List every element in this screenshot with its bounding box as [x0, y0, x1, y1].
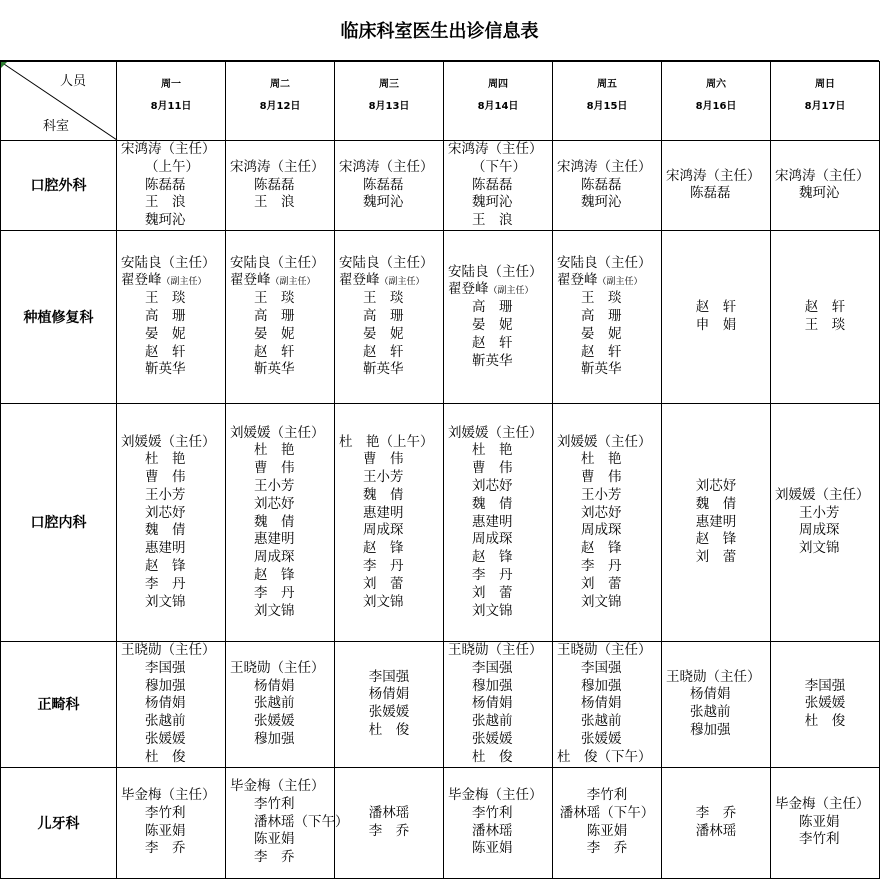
doctor-entry: 安陆良（主任） [339, 254, 434, 271]
doctor-entry: 魏珂沁 [581, 194, 622, 211]
doctor-entry: 王 浪 [254, 194, 295, 211]
doctor-entry: 宋鸿涛（主任） [230, 158, 325, 175]
doctor-entry: 张媛媛 [254, 713, 295, 730]
doctor-entry: 赵 轩 [254, 343, 295, 360]
schedule-table [0, 61, 880, 879]
doctor-entry: 靳英华 [472, 352, 513, 369]
doctor-entry: 刘文锦 [254, 602, 295, 619]
doctor-role: （副主任） [597, 277, 643, 288]
doctor-entry: 陈亚娟 [145, 822, 186, 839]
schedule-cell [335, 141, 444, 231]
doctor-entry: 李国强 [581, 659, 622, 676]
doctor-entry: 李 乔 [695, 804, 737, 821]
doctor-entry: 高 珊 [472, 299, 513, 316]
doctor-entry: 安陆良（主任） [448, 263, 543, 280]
doctor-entry: 惠建明 [363, 504, 404, 521]
doctor-entry: 张越前 [690, 704, 731, 721]
doctor-entry: 王晓勋（主任） [230, 659, 325, 676]
doctor-entry: 刘芯妤 [695, 477, 737, 494]
doctor-entry: 赵 轩 [472, 334, 513, 351]
doctor-entry: 赵 轩 [363, 343, 404, 360]
doctor-entry: 陈亚娟 [472, 840, 513, 857]
doctor-entry: 王 琰 [804, 316, 846, 333]
doctor-entry: （上午） [145, 158, 199, 175]
doctor-entry: 陈磊磊 [690, 185, 731, 202]
schedule-cell [662, 641, 771, 767]
doctor-entry: 刘芯妤 [145, 504, 186, 521]
doctor-entry: 刘文锦 [145, 593, 186, 610]
schedule-cell [553, 767, 662, 878]
doctor-entry: 魏珂沁 [145, 212, 186, 229]
doctor-entry: （下午） [472, 158, 526, 175]
doctor-name: 翟登峰 [230, 272, 271, 289]
doctor-name: 翟登峰 [121, 272, 162, 289]
corner-cell [1, 62, 117, 141]
doctor-entry: 杜 艳 [254, 442, 295, 459]
doctor-entry: 周成琛 [254, 549, 295, 566]
schedule-cell [444, 403, 553, 641]
day-name: 周日 [815, 79, 835, 90]
doctor-entry: 刘 蕾 [581, 575, 622, 592]
doctor-entry: 李 丹 [145, 575, 186, 592]
doctor-name: 翟登峰 [339, 272, 380, 289]
schedule-cell [444, 767, 553, 878]
doctor-entry: 赵 锋 [145, 558, 186, 575]
doctor-entry: 毕金梅（主任） [121, 786, 216, 803]
schedule-cell [117, 641, 226, 767]
doctor-entry: 王 琰 [363, 290, 404, 307]
doctor-entry: 魏珂沁 [799, 185, 840, 202]
doctor-entry: 张媛媛 [145, 730, 186, 747]
doctor-entry: 陈亚娟 [254, 831, 295, 848]
doctor-entry: 潘林瑶 [472, 822, 513, 839]
doctor-entry: 高 珊 [363, 308, 404, 325]
doctor-entry: 张媛媛 [581, 730, 622, 747]
doctor-entry: 张媛媛 [368, 704, 410, 721]
day-name: 周一 [161, 79, 181, 90]
doctor-entry: 周成琛 [581, 522, 622, 539]
doctor-entry: 刘芯妤 [581, 504, 622, 521]
doctor-entry: 周成琛 [363, 522, 404, 539]
schedule-cell [771, 641, 880, 767]
doctor-entry: 刘媛媛（主任） [230, 424, 325, 441]
doctor-entry: 王晓勋（主任） [557, 641, 652, 658]
doctor-entry: 李 丹 [363, 558, 404, 575]
doctor-entry: 曹 伟 [363, 451, 404, 468]
doctor-entry: 李竹利 [254, 795, 295, 812]
doctor-entry: 张越前 [581, 713, 622, 730]
doctor-entry: 靳英华 [581, 361, 622, 378]
doctor-entry: 王 琰 [254, 290, 295, 307]
doctor-entry: 王小芳 [363, 469, 404, 486]
department-row [1, 767, 880, 878]
doctor-entry: 杜 艳 [145, 451, 186, 468]
doctor-entry: 毕金梅（主任） [448, 786, 543, 803]
doctor-entry: 陈亚娟 [799, 813, 840, 830]
doctor-entry: 宋鸿涛（主任） [448, 141, 543, 157]
doctor-entry: 靳英华 [145, 361, 186, 378]
schedule-cell [226, 141, 335, 231]
doctor-entry: 周成琛 [472, 531, 513, 548]
doctor-entry: 安陆良（主任） [230, 254, 325, 271]
doctor-entry: 毕金梅（主任） [230, 778, 325, 795]
doctor-entry: 曹 伟 [472, 460, 513, 477]
doctor-entry: 魏 倩 [695, 495, 737, 512]
doctor-entry: 晏 妮 [145, 325, 186, 342]
doctor-entry: 杨倩娟 [145, 695, 186, 712]
doctor-entry: 宋鸿涛（主任） [775, 167, 870, 184]
doctor-entry: 李竹利 [586, 786, 628, 803]
doctor-entry: 赵 锋 [254, 566, 295, 583]
doctor-entry: 杨倩娟 [254, 677, 295, 694]
doctor-entry: 杜 艳 [472, 442, 513, 459]
doctor-entry: 李 丹 [472, 566, 513, 583]
doctor-entry: 陈磊磊 [363, 176, 404, 193]
day-name: 周五 [597, 79, 617, 90]
doctor-entry: 李 丹 [581, 558, 622, 575]
day-date: 8月13日 [368, 101, 410, 112]
doctor-entry: 李 乔 [145, 840, 186, 857]
day-name: 周六 [706, 79, 726, 90]
doctor-entry: 刘媛媛（主任） [121, 433, 216, 450]
doctor-entry: 王小芳 [254, 477, 295, 494]
schedule-cell [335, 230, 444, 403]
day-name: 周三 [379, 79, 399, 90]
doctor-role: （副主任） [379, 277, 425, 288]
doctor-entry: 魏 倩 [363, 486, 404, 503]
doctor-entry: 高 珊 [581, 308, 622, 325]
doctor-entry: 李竹利 [145, 804, 186, 821]
doctor-entry: 李国强 [472, 659, 513, 676]
doctor-entry: 刘芯妤 [254, 495, 295, 512]
doctor-entry: 张媛媛 [472, 730, 513, 747]
doctor-entry: 潘林瑶 [368, 804, 410, 821]
doctor-entry: 杜 俊 [145, 748, 186, 765]
schedule-cell [226, 230, 335, 403]
schedule-cell [662, 141, 771, 231]
schedule-cell [771, 403, 880, 641]
day-header [117, 62, 226, 141]
doctor-entry: 赵 轩 [145, 343, 186, 360]
doctor-entry: 周成琛 [799, 522, 840, 539]
schedule-cell [662, 767, 771, 878]
department-name: 正畸科 [1, 641, 117, 767]
department-name: 儿牙科 [1, 767, 117, 878]
doctor-entry: 魏珂沁 [363, 194, 404, 211]
schedule-cell [444, 641, 553, 767]
department-row [1, 403, 880, 641]
doctor-entry: 高 珊 [254, 308, 295, 325]
doctor-entry: 李 乔 [368, 822, 410, 839]
day-date: 8月16日 [695, 101, 737, 112]
doctor-entry: 赵 轩 [581, 343, 622, 360]
doctor-entry: 晏 妮 [254, 325, 295, 342]
doctor-entry: 安陆良（主任） [557, 254, 652, 271]
doctor-entry: 张越前 [472, 713, 513, 730]
doctor-role: （副主任） [161, 277, 207, 288]
doctor-entry: 王小芳 [799, 504, 840, 521]
doctor-name: 翟登峰 [448, 281, 489, 298]
doctor-entry: 陈磊磊 [472, 176, 513, 193]
schedule-cell [226, 641, 335, 767]
doctor-entry: 李 乔 [586, 840, 628, 857]
doctor-entry: 李竹利 [799, 831, 840, 848]
doctor-entry: 刘媛媛（主任） [557, 433, 652, 450]
doctor-role: （副主任） [270, 277, 316, 288]
schedule-cell [771, 230, 880, 403]
doctor-entry: 穆加强 [690, 722, 731, 739]
doctor-entry: 穆加强 [254, 730, 295, 747]
day-date: 8月15日 [586, 101, 628, 112]
doctor-entry: 刘 蕾 [472, 584, 513, 601]
doctor-entry [444, 281, 552, 299]
schedule-cell [553, 641, 662, 767]
doctor-entry: 刘 蕾 [695, 549, 737, 566]
doctor-entry: 张媛媛 [804, 695, 846, 712]
doctor-entry: 张越前 [145, 713, 186, 730]
doctor-entry: 赵 锋 [695, 531, 737, 548]
doctor-entry: 穆加强 [472, 677, 513, 694]
doctor-entry: 魏 倩 [145, 522, 186, 539]
doctor-entry: 宋鸿涛（主任） [339, 158, 434, 175]
doctor-entry: 宋鸿涛（主任） [557, 158, 652, 175]
page-title: 临床科室医生出诊信息表 [0, 0, 879, 61]
doctor-entry [335, 272, 443, 290]
doctor-entry: 王 琰 [145, 290, 186, 307]
doctor-entry: 安陆良（主任） [121, 254, 216, 271]
doctor-entry: 杨倩娟 [368, 686, 410, 703]
schedule-cell [771, 767, 880, 878]
doctor-entry: 宋鸿涛（主任） [666, 167, 761, 184]
doctor-entry: 毕金梅（主任） [775, 795, 870, 812]
schedule-cell [117, 230, 226, 403]
schedule-cell [226, 767, 349, 878]
schedule-cell [335, 767, 444, 878]
doctor-entry: 惠建明 [145, 540, 186, 557]
doctor-entry: 王晓勋（主任） [666, 668, 761, 685]
schedule-cell [553, 141, 662, 231]
doctor-entry: 王晓勋（主任） [448, 641, 543, 658]
doctor-entry: 穆加强 [145, 677, 186, 694]
department-name: 种植修复科 [1, 230, 117, 403]
schedule-cell [662, 230, 771, 403]
doctor-entry: 赵 锋 [472, 549, 513, 566]
doctor-entry: 刘媛媛（主任） [775, 486, 870, 503]
doctor-entry: 李 丹 [254, 584, 295, 601]
schedule-cell [553, 403, 662, 641]
doctor-entry [117, 272, 225, 290]
doctor-entry: 杜 俊 [804, 713, 846, 730]
doctor-entry: 赵 轩 [804, 299, 846, 316]
schedule-cell [226, 403, 335, 641]
schedule-cell [444, 230, 553, 403]
day-name: 周四 [488, 79, 508, 90]
header-row [1, 62, 880, 141]
doctor-entry: 靳英华 [363, 361, 404, 378]
doctor-entry: 杜 俊（下午） [557, 748, 652, 765]
day-header [662, 62, 771, 141]
doctor-entry: 陈亚娟 [586, 822, 628, 839]
doctor-entry: 刘文锦 [472, 602, 513, 619]
doctor-entry: 潘林瑶（下午） [254, 813, 349, 830]
department-name: 口腔外科 [1, 141, 117, 231]
doctor-entry: 李 乔 [254, 849, 295, 866]
day-date: 8月12日 [259, 101, 301, 112]
doctor-entry: 赵 轩 [695, 299, 737, 316]
doctor-entry: 张越前 [254, 695, 295, 712]
schedule-cell [117, 141, 226, 231]
doctor-entry: 曹 伟 [145, 469, 186, 486]
day-header [335, 62, 444, 141]
doctor-entry: 高 珊 [145, 308, 186, 325]
doctor-entry: 晏 妮 [363, 325, 404, 342]
doctor-entry: 杨倩娟 [472, 695, 513, 712]
doctor-entry: 魏 倩 [472, 495, 513, 512]
doctor-entry: 穆加强 [581, 677, 622, 694]
department-row [1, 141, 880, 231]
schedule-cell [335, 641, 444, 767]
doctor-entry: 王晓勋（主任） [121, 641, 216, 658]
doctor-entry: 曹 伟 [254, 460, 295, 477]
doctor-entry: 宋鸿涛（主任） [121, 141, 216, 157]
department-row [1, 641, 880, 767]
day-date: 8月14日 [477, 101, 519, 112]
doctor-entry: 赵 锋 [363, 540, 404, 557]
corner-department-label: 科室 [43, 119, 70, 134]
department-name: 口腔内科 [1, 403, 117, 641]
day-header [553, 62, 662, 141]
day-header [771, 62, 880, 141]
doctor-entry: 曹 伟 [581, 469, 622, 486]
doctor-entry: 陈磊磊 [254, 176, 295, 193]
doctor-entry: 陈磊磊 [145, 176, 186, 193]
doctor-entry: 刘媛媛（主任） [448, 424, 543, 441]
doctor-entry: 刘文锦 [363, 593, 404, 610]
doctor-entry: 李竹利 [472, 804, 513, 821]
schedule-cell [444, 141, 553, 231]
doctor-entry: 王 浪 [145, 194, 186, 211]
day-header [226, 62, 335, 141]
day-date: 8月17日 [804, 101, 846, 112]
doctor-name: 翟登峰 [557, 272, 598, 289]
doctor-entry: 刘 蕾 [363, 575, 404, 592]
doctor-entry: 杨倩娟 [690, 686, 731, 703]
doctor-entry: 晏 妮 [472, 316, 513, 333]
doctor-entry: 李国强 [368, 668, 410, 685]
doctor-entry: 李国强 [804, 677, 846, 694]
doctor-entry: 王 浪 [472, 212, 513, 229]
day-date: 8月11日 [150, 101, 192, 112]
doctor-entry: 晏 妮 [581, 325, 622, 342]
doctor-entry: 杜 艳（上午） [339, 433, 434, 450]
schedule-cell [662, 403, 771, 641]
schedule-cell [117, 403, 226, 641]
doctor-entry: 潘林瑶 [695, 822, 737, 839]
doctor-entry [226, 272, 334, 290]
department-row [1, 230, 880, 403]
doctor-entry: 靳英华 [254, 361, 295, 378]
doctor-entry: 王小芳 [145, 486, 186, 503]
schedule-cell [771, 141, 880, 231]
day-header [444, 62, 553, 141]
doctor-entry: 申 娟 [695, 316, 737, 333]
doctor-entry: 杜 俊 [368, 722, 410, 739]
doctor-entry: 杜 俊 [472, 748, 513, 765]
doctor-entry: 王小芳 [581, 486, 622, 503]
schedule-cell [117, 767, 226, 878]
doctor-entry: 杜 艳 [581, 451, 622, 468]
doctor-role: （副主任） [488, 286, 534, 297]
doctor-entry: 赵 锋 [581, 540, 622, 557]
doctor-entry: 刘文锦 [581, 593, 622, 610]
doctor-entry [553, 272, 661, 290]
doctor-entry: 杨倩娟 [581, 695, 622, 712]
doctor-entry: 魏 倩 [254, 513, 295, 530]
doctor-entry: 惠建明 [254, 531, 295, 548]
doctor-entry: 李国强 [145, 659, 186, 676]
doctor-entry: 刘芯妤 [472, 477, 513, 494]
schedule-cell [335, 403, 444, 641]
doctor-entry: 惠建明 [472, 513, 513, 530]
doctor-entry: 惠建明 [695, 513, 737, 530]
day-name: 周二 [270, 79, 290, 90]
corner-personnel-label: 人员 [59, 74, 86, 89]
doctor-entry: 潘林瑶（下午） [559, 804, 655, 821]
doctor-entry: 王 琰 [581, 290, 622, 307]
schedule-cell [553, 230, 662, 403]
doctor-entry: 刘文锦 [799, 540, 840, 557]
doctor-entry: 陈磊磊 [581, 176, 622, 193]
doctor-entry: 魏珂沁 [472, 194, 513, 211]
